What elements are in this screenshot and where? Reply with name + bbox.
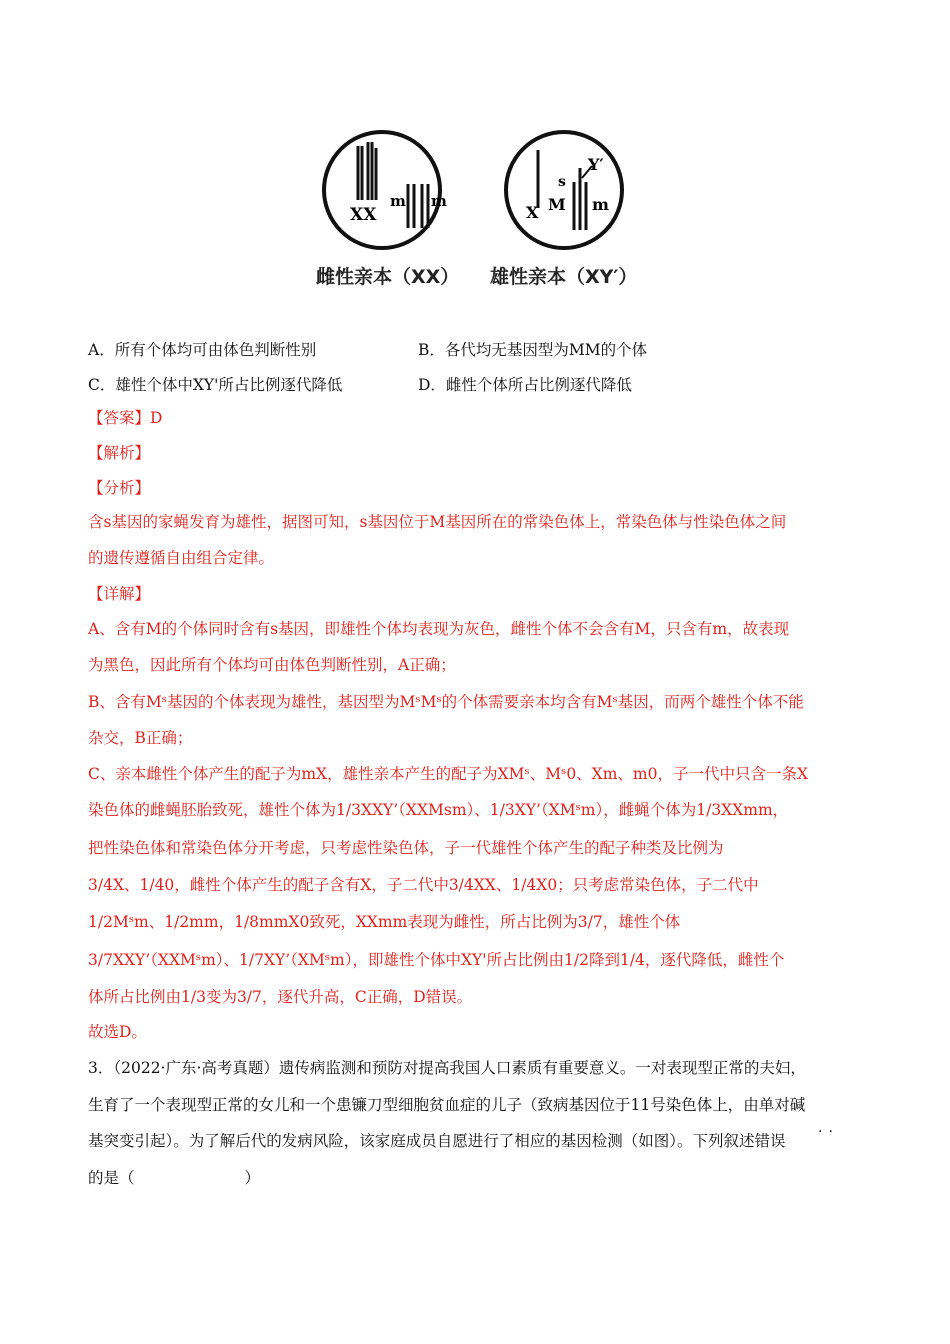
female-m2-label: m: [431, 192, 447, 210]
female-x-chromosomes: [358, 142, 376, 200]
question3-line-2: 生育了一个表现型正常的女儿和一个患镰刀型细胞贫血症的儿子（致病基因位于11号染色体上，由单对碱: [88, 1096, 806, 1114]
male-m-label: m: [592, 195, 609, 214]
male-cell-circle: [506, 132, 622, 248]
male-yprime-label: Y′: [588, 155, 604, 174]
conclusion: 故选D。: [88, 1023, 147, 1041]
xiangjie-line-3: B、含有Mˢ基因的个体表现为雄性，基因型为MˢMˢ的个体需要亲本均含有Mˢ基因，而两个雄性个体不能: [88, 693, 804, 711]
fenxi-line-2: 的遗传遵循自由组合定律。: [88, 549, 275, 567]
female-m1-label: m: [390, 192, 406, 210]
male-s-label: s: [558, 174, 566, 190]
question3-line-1: 3．（2022·广东·高考真题）遗传病监测和预防对提高我国人口素质有重要意义。一对表现型正常的夫妇，: [88, 1059, 806, 1077]
xiangjie-line-9: 1/2Mˢm、1/2mm，1/8mmX0致死，XXmm表现为雌性，所占比例为3/7，雄性个体: [88, 913, 681, 931]
female-parent-caption: 雌性亲本（XX）: [316, 266, 460, 288]
question3-end-suffix: ）: [244, 1169, 261, 1187]
answer-label: 【答案】D: [88, 409, 163, 427]
jiexi-label: 【解析】: [88, 444, 151, 462]
xiangjie-label: 【详解】: [88, 585, 151, 603]
question3-line-3: 基突变引起）。为了解后代的发病风险，该家庭成员自愿进行了相应的基因检测（如图）。下列叙述错误: [88, 1132, 786, 1150]
xiangjie-line-2: 为黑色，因此所有个体均可由体色判断性别，A正确；: [88, 656, 456, 674]
xiangjie-line-7: 把性染色体和常染色体分开考虑，只考虑性染色体，子一代雄性个体产生的配子种类及比例为: [88, 839, 724, 857]
xiangjie-line-10: 3/7XXY’（XXMˢm）、1/7XY’（XMˢm），即雄性个体中XY'所占比例由1/2降到1/4，逐代降低，雌性个: [88, 951, 785, 969]
option-d: D．雌性个体所占比例逐代降低: [418, 376, 632, 394]
xiangjie-line-8: 3/4X、1/40，雌性个体产生的配子含有X，子二代中3/4XX、1/4X0；只考虑常染色体，子二代中: [88, 876, 759, 894]
fenxi-label: 【分析】: [88, 479, 151, 497]
question3-end-prefix: 的是（: [88, 1169, 135, 1187]
option-c: C．雄性个体中XY'所占比例逐代降低: [88, 376, 343, 394]
question3-line-4: [88, 1168, 868, 1188]
male-parent-caption: 雄性亲本（XY′）: [490, 266, 638, 288]
fenxi-line-1: 含s基因的家蝇发育为雄性，据图可知，s基因位于M基因所在的常染色体上，常染色体与性染色体之间: [88, 513, 787, 531]
xiangjie-line-6: 染色体的雌蝇胚胎致死，雄性个体为1/3XXY’（XXMsm）、1/3XY’（XMˢm），雌蝇个体为1/3XXmm，: [88, 801, 789, 819]
chromosome-diagram: [320, 128, 660, 258]
female-xx-label: XX: [350, 205, 377, 225]
xiangjie-line-5: C、亲本雌性个体产生的配子为mX，雄性亲本产生的配子为XMˢ、Mˢ0、Xm、m0，子一代中只含一条X: [88, 765, 809, 783]
female-autosomes: [408, 184, 428, 228]
male-chromosomes: [538, 150, 592, 230]
emphasis-dots: ··: [818, 1124, 839, 1140]
option-a: A．所有个体均可由体色判断性别: [88, 341, 317, 359]
male-x-label: X: [526, 203, 539, 222]
xiangjie-line-4: 杂交，B正确；: [88, 729, 193, 747]
option-b: B．各代均无基因型为MM的个体: [418, 341, 648, 359]
male-M-label: M: [548, 195, 566, 214]
xiangjie-line-11: 体所占比例由1/3变为3/7，逐代升高，C正确，D错误。: [88, 988, 473, 1006]
xiangjie-line-1: A、含有M的个体同时含有s基因，即雄性个体均表现为灰色，雌性个体不会含有M，只含有m，故表现: [88, 620, 790, 638]
